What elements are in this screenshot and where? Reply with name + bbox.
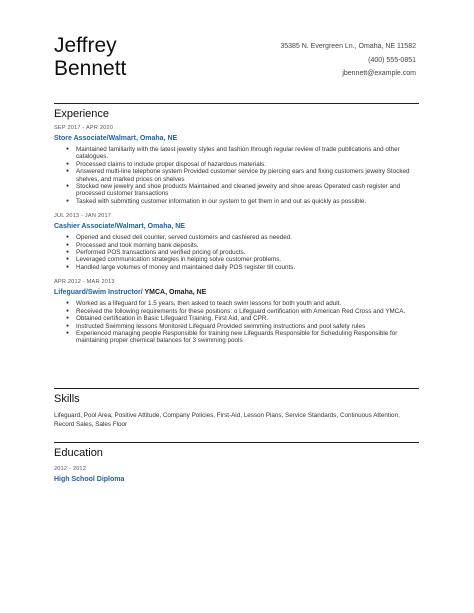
contact-info: [280, 40, 416, 81]
job-dates: SEP 2017 - APR 2020: [54, 125, 114, 131]
education-dates: 2012 - 2012: [54, 466, 87, 472]
bullet-item: ● Opened and closed deli counter, served customers and cashiered as needed.: [76, 234, 419, 241]
last-name: Bennett: [54, 57, 127, 80]
bullet-item: ● Instructed Swimming lessons Monitored Lifeguard Provided swimming instructions and pool safety rules: [76, 323, 419, 330]
job-title: Cashier Associate: [54, 223, 115, 231]
job-bullets: [54, 300, 419, 344]
job-entry: [54, 212, 419, 271]
job-org: /Walmart, Omaha, NE: [106, 135, 178, 142]
bullet-item: ● Processed claims to include proper disposal of hazardous materials.: [76, 161, 419, 168]
education-degree: [54, 475, 419, 485]
job-bullets: [54, 146, 419, 205]
experience-section: [54, 103, 419, 345]
section-title: Experience: [54, 108, 110, 120]
bullet-item: ● Tasked with submitting customer information in our system to get them in and out as quickly as possible.: [76, 198, 419, 205]
candidate-name: [54, 34, 126, 80]
skills-section: [54, 388, 419, 429]
bullet-item: ● Processed and took morning bank deposits.: [76, 242, 419, 249]
degree-title: High School Diploma: [54, 476, 125, 483]
bullet-item: ● Obtained certification in Basic Lifeguard Training, First Aid, and CPR.: [76, 315, 419, 322]
address: 35385 N. Evergreen Ln., Omaha, NE 11582: [280, 43, 416, 50]
job-dates: APR 2012 - MAR 2013: [54, 279, 115, 286]
phone: (400) 555-0851: [368, 56, 416, 64]
email[interactable]: jbennett@example.com: [342, 70, 416, 77]
job-role: [54, 288, 419, 298]
section-divider: [54, 103, 419, 104]
section-divider: [54, 388, 419, 389]
bullet-item: ● Maintained familiarity with the latest jewelry styles and fashion through regular review of trade publications and other catalogues.: [76, 146, 419, 161]
job-role: [54, 222, 419, 232]
section-divider: [54, 442, 419, 443]
bullet-item: ● Experienced managing people Responsible for training new Lifeguards Responsible for Scheduling Responsible for maintaining proper chemical balances for 3 swimming pools: [76, 330, 419, 345]
bullet-item: ● Performed POS transactions and verified pricing of products.: [76, 249, 419, 256]
job-role: [54, 134, 419, 144]
bullet-item: ● Answered multi-line telephone system Provided customer service by piercing ears and fixing customers jewelry Stocked shelves, and marked prices on shelves: [76, 168, 419, 183]
bullet-item: ● Leveraged communication strategies in helping solve customer problems.: [76, 256, 419, 263]
job-entry: [54, 124, 419, 205]
education-section: [54, 442, 419, 485]
job-org: YMCA, Omaha, NE: [142, 289, 207, 297]
first-name: Jeffrey: [54, 34, 117, 57]
skills-list: Lifeguard, Pool Area, Positive Attitude, Company Policies, First-Aid, Lesson Plans, Service Standards, Continuous Attention, Record Sales, Sales Floor: [54, 412, 400, 428]
job-dates: JUL 2013 - JAN 2017: [54, 213, 112, 220]
bullet-item: ● Handled large volumes of money and maintained daily POS register till counts.: [76, 264, 419, 271]
job-entry: [54, 278, 419, 344]
job-title: Lifeguard/Swim Instructor/: [54, 289, 143, 297]
job-bullets: [54, 234, 419, 271]
bullet-item: ● Stocked new jewelry and shoe products Maintained and cleaned jewelry and shoe areas Operated cash register and processed customer transactions: [76, 183, 419, 198]
bullet-item: ● Worked as a lifeguard for 1.5 years, then asked to teach swim lessons for both youth and adult.: [76, 300, 419, 307]
job-title: Store Associate: [54, 135, 107, 142]
bullet-item: ● Received the following requirements for these positions: o Lifeguard certification with American Red Cross and YMCA.: [76, 308, 419, 315]
section-title: Education: [54, 447, 103, 459]
job-org: /Walmart, Omaha, NE: [114, 223, 185, 231]
section-title: Skills: [54, 393, 80, 405]
